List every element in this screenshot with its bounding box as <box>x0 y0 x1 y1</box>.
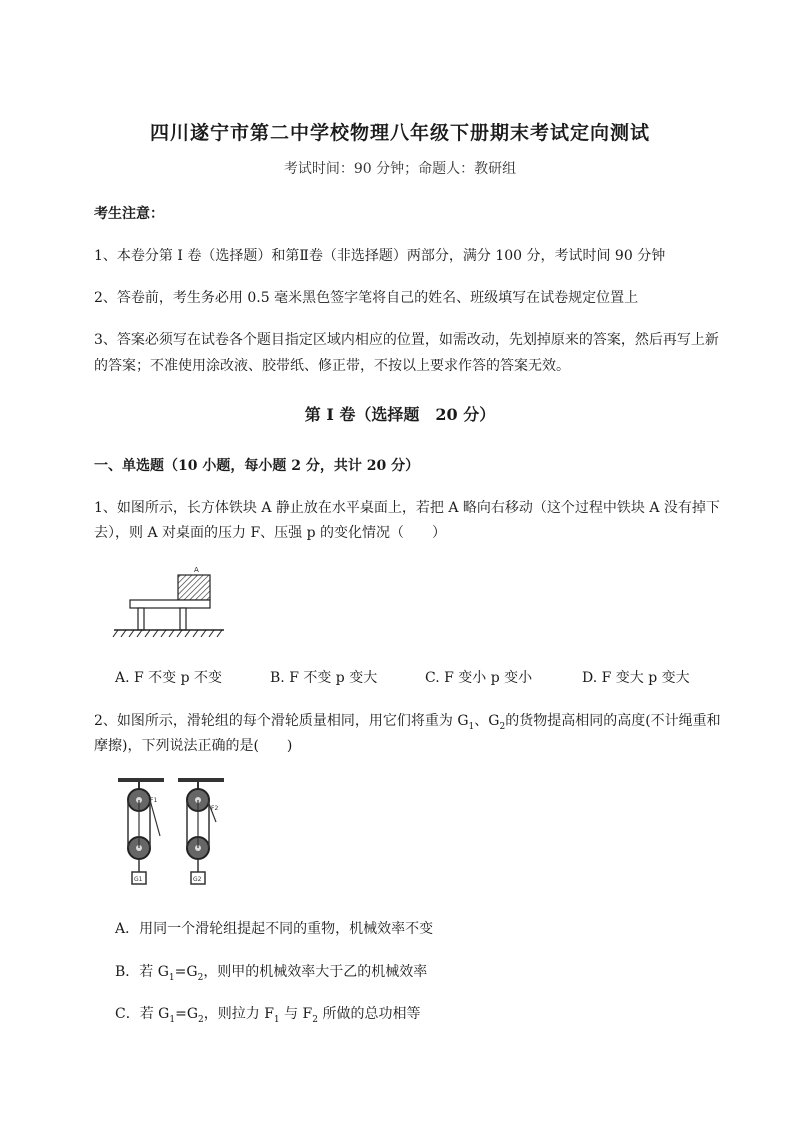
table-leg-left <box>138 608 144 630</box>
q1-stem-line1: 1、如图所示，长方体铁块 A 静止放在水平桌面上，若把 A 略向右移动（这个过程中铁块 A 没有掉下 <box>94 500 720 516</box>
notice-item-1: 1、本卷分第 I 卷（选择题）和第Ⅱ卷（非选择题）两部分，满分 100 分，考试时间 90 分钟 <box>94 248 666 264</box>
q2-pulley-figure <box>112 774 232 896</box>
f1-label: F1 <box>150 797 158 804</box>
section-title: 第 I 卷（选择题 20 分） <box>304 405 496 424</box>
q2-stem-line1: 2、如图所示，滑轮组的每个滑轮质量相同，用它们将重为 $G_1$、$G_2$的货物提高相同的高度(不计绳重和 <box>94 713 721 732</box>
q1-option-d: D. F 变大 p 变大 <box>582 670 690 686</box>
q1-option-c: C. F 变小 p 变小 <box>425 670 533 686</box>
f2-label: F2 <box>211 805 219 812</box>
q1-figure-label: A <box>194 566 199 574</box>
pulley-system-right <box>187 782 218 884</box>
ground-hatching <box>113 630 222 637</box>
q1-stem-line2: 去），则 A 对桌面的压力 F、压强 p 的变化情况（ ） <box>94 525 447 541</box>
page-title: 四川遂宁市第二中学校物理八年级下册期末考试定向测试 <box>149 122 650 144</box>
exam-info: 考试时间：90 分钟；命题人：教研组 <box>283 161 517 177</box>
pulley-system-left <box>128 782 160 884</box>
notice-item-3: 3、答案必须写在试卷各个题目指定区域内相应的位置，如需改动，先划掉原来的答案，然后再写上新 <box>94 332 719 348</box>
ceiling-left <box>118 778 164 782</box>
g2-label: G2 <box>193 876 202 883</box>
q1-option-a: A. F 不变 p 不变 <box>115 670 223 686</box>
notice-heading: 考生注意： <box>94 206 164 222</box>
q1-table-block-figure <box>112 564 236 638</box>
notice-item-2: 2、答卷前，考生务必用 0.5 毫米黑色签字笔将自己的姓名、班级填写在试卷规定位置上 <box>94 290 639 306</box>
q2-option-a: A．用同一个滑轮组提起不同的重物，机械效率不变 <box>115 921 434 937</box>
section-subheading: 一、单选题（10 小题，每小题 2 分，共计 20 分） <box>94 458 420 474</box>
notice-item-3-cont: 的答案；不准使用涂改液、胶带纸、修正带，不按以上要求作答的答案无效。 <box>94 358 570 374</box>
q2-stem-line2: 摩擦)，下列说法正确的是( ) <box>94 738 293 754</box>
table-leg-right <box>180 608 186 630</box>
g1-label: G1 <box>134 876 143 883</box>
q2-option-c: C．若 $G_1=G_2$，则拉力 $F_1$ 与 $F_2$ 所做的总功相等 <box>115 1006 421 1025</box>
ceiling-right <box>178 778 224 782</box>
q1-option-b: B. F 不变 p 变大 <box>270 670 378 686</box>
iron-block <box>178 575 210 600</box>
q2-option-b: B．若 $G_1=G_2$，则甲的机械效率大于乙的机械效率 <box>115 964 428 983</box>
table-top <box>130 600 210 608</box>
